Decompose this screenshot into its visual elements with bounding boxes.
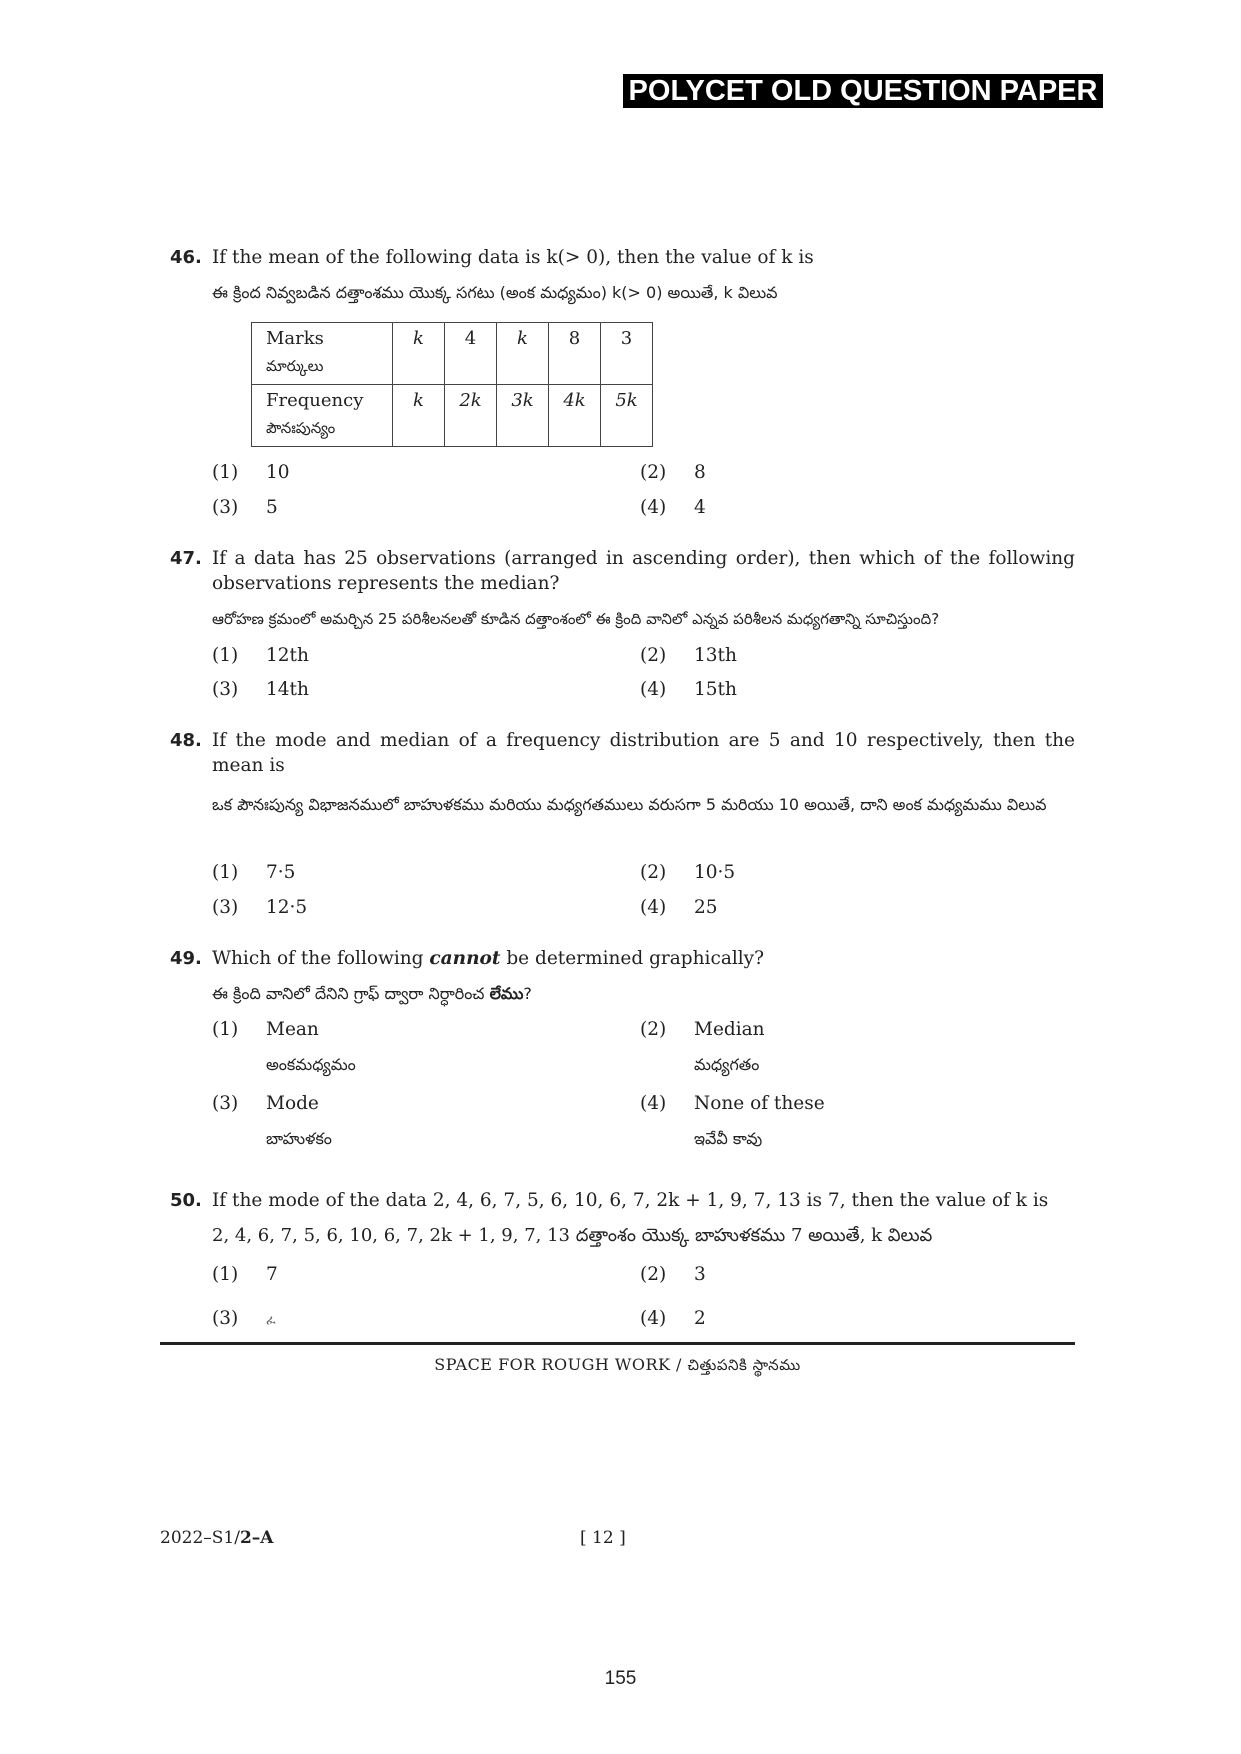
option-2: (2) Median మధ్యగతం (640, 1019, 765, 1074)
question-number: 47. (170, 548, 202, 569)
table-cell: 4k (549, 385, 601, 447)
page-number: 155 (604, 1668, 637, 1689)
question-text-te: ఈ క్రింది వానిలో దేనిని గ్రాఫ్ ద్వారా నిర్ధారించ లేము? (212, 984, 532, 1003)
question-number: 50. (170, 1190, 202, 1211)
option-3: (3) 5 (212, 497, 278, 518)
option-4: (4) None of these ఇవేవీ కావు (640, 1093, 825, 1148)
option-1: (1) Mean అంకమధ్యమం (212, 1019, 356, 1074)
rough-work-label: SPACE FOR ROUGH WORK / చిత్తుపనికి స్థానము (434, 1355, 801, 1374)
option-2: (2) 10·5 (640, 862, 736, 883)
question-49 (170, 946, 1075, 1007)
paper-page-number: [ 12 ] (580, 1528, 626, 1548)
question-text-en: Which of the following cannot be determined graphically? (212, 948, 765, 969)
question-50 (170, 1188, 1075, 1249)
table-row-label (252, 385, 393, 447)
question-text-te: ఈ క్రింద నివ్వబడిన దత్తాంశము యొక్క సగటు (అంక మధ్యమం) k(> 0) అయితే, k విలువ (212, 283, 778, 302)
option-1: (1) 7·5 (212, 862, 296, 883)
divider (160, 1342, 1075, 1345)
table-cell: 2k (445, 385, 497, 447)
label-en: Marks (266, 328, 324, 349)
option-4: (4) 2 (640, 1308, 706, 1329)
option-2: (2) 8 (640, 462, 706, 483)
question-48 (170, 728, 1075, 822)
option-4: (4) 25 (640, 897, 718, 918)
option-1: (1) 7 (212, 1264, 278, 1285)
table-cell: k (393, 385, 445, 447)
question-number: 46. (170, 247, 202, 268)
option-3: (3) Mode బాహుళకం (212, 1093, 332, 1148)
question-46 (170, 245, 1075, 306)
table-cell: 3k (497, 385, 549, 447)
question-number: 48. (170, 730, 202, 751)
question-47 (170, 546, 1075, 632)
table-cell: 3 (601, 323, 653, 385)
option-4: (4) 4 (640, 497, 706, 518)
option-4: (4) 15th (640, 679, 737, 700)
marks-frequency-table (251, 322, 653, 447)
question-text-en: If the mode and median of a frequency distribution are 5 and 10 respectively, then the mean is (212, 730, 1075, 776)
question-text-te: ఒక పౌనఃపున్య విభాజనములో బాహుళకము మరియు మధ్యగతములు వరుసగా 5 మరియు 10 అయితే, దాని అంక మధ్యమము విలువ (212, 795, 1047, 814)
question-text-en: If the mode of the data 2, 4, 6, 7, 5, 6, 10, 6, 7, 2k + 1, 9, 7, 13 is 7, then the value of k is (212, 1190, 1049, 1211)
label-te: పౌనఃపున్యం (266, 419, 336, 437)
option-3: (3) ፈ (212, 1308, 276, 1329)
question-text-te: 2, 4, 6, 7, 5, 6, 10, 6, 7, 2k + 1, 9, 7, 13 దత్తాంశం యొక్క బాహుళకము 7 అయితే, k విలువ (212, 1225, 933, 1246)
table-cell: k (393, 323, 445, 385)
question-text-en: If the mean of the following data is k(> 0), then the value of k is (212, 247, 814, 268)
question-text-te: ఆరోహణ క్రమంలో అమర్చిన 25 పరిశీలనలతో కూడిన దత్తాంశంలో ఈ క్రింది వానిలో ఎన్నవ పరిశీలన మధ్యగతాన్ని సూచిస్తుంది? (212, 610, 940, 628)
header-banner: POLYCET OLD QUESTION PAPER (623, 74, 1103, 108)
option-2: (2) 3 (640, 1264, 706, 1285)
label-en: Frequency (266, 390, 364, 411)
table-cell: k (497, 323, 549, 385)
option-3: (3) 14th (212, 679, 309, 700)
paper-code: 2022–S1/2–A (160, 1528, 274, 1548)
table-row-label (252, 323, 393, 385)
question-number: 49. (170, 948, 202, 969)
option-1: (1) 10 (212, 462, 290, 483)
table-row-marks (252, 323, 653, 385)
table-cell: 8 (549, 323, 601, 385)
table-cell: 4 (445, 323, 497, 385)
label-te: మార్కులు (266, 357, 324, 375)
option-3: (3) 12·5 (212, 897, 308, 918)
question-text-en: If a data has 25 observations (arranged in ascending order), then which of the following observations represents the median? (212, 548, 1075, 594)
option-1: (1) 12th (212, 645, 309, 666)
table-row-frequency (252, 385, 653, 447)
table-cell: 5k (601, 385, 653, 447)
option-2: (2) 13th (640, 645, 737, 666)
